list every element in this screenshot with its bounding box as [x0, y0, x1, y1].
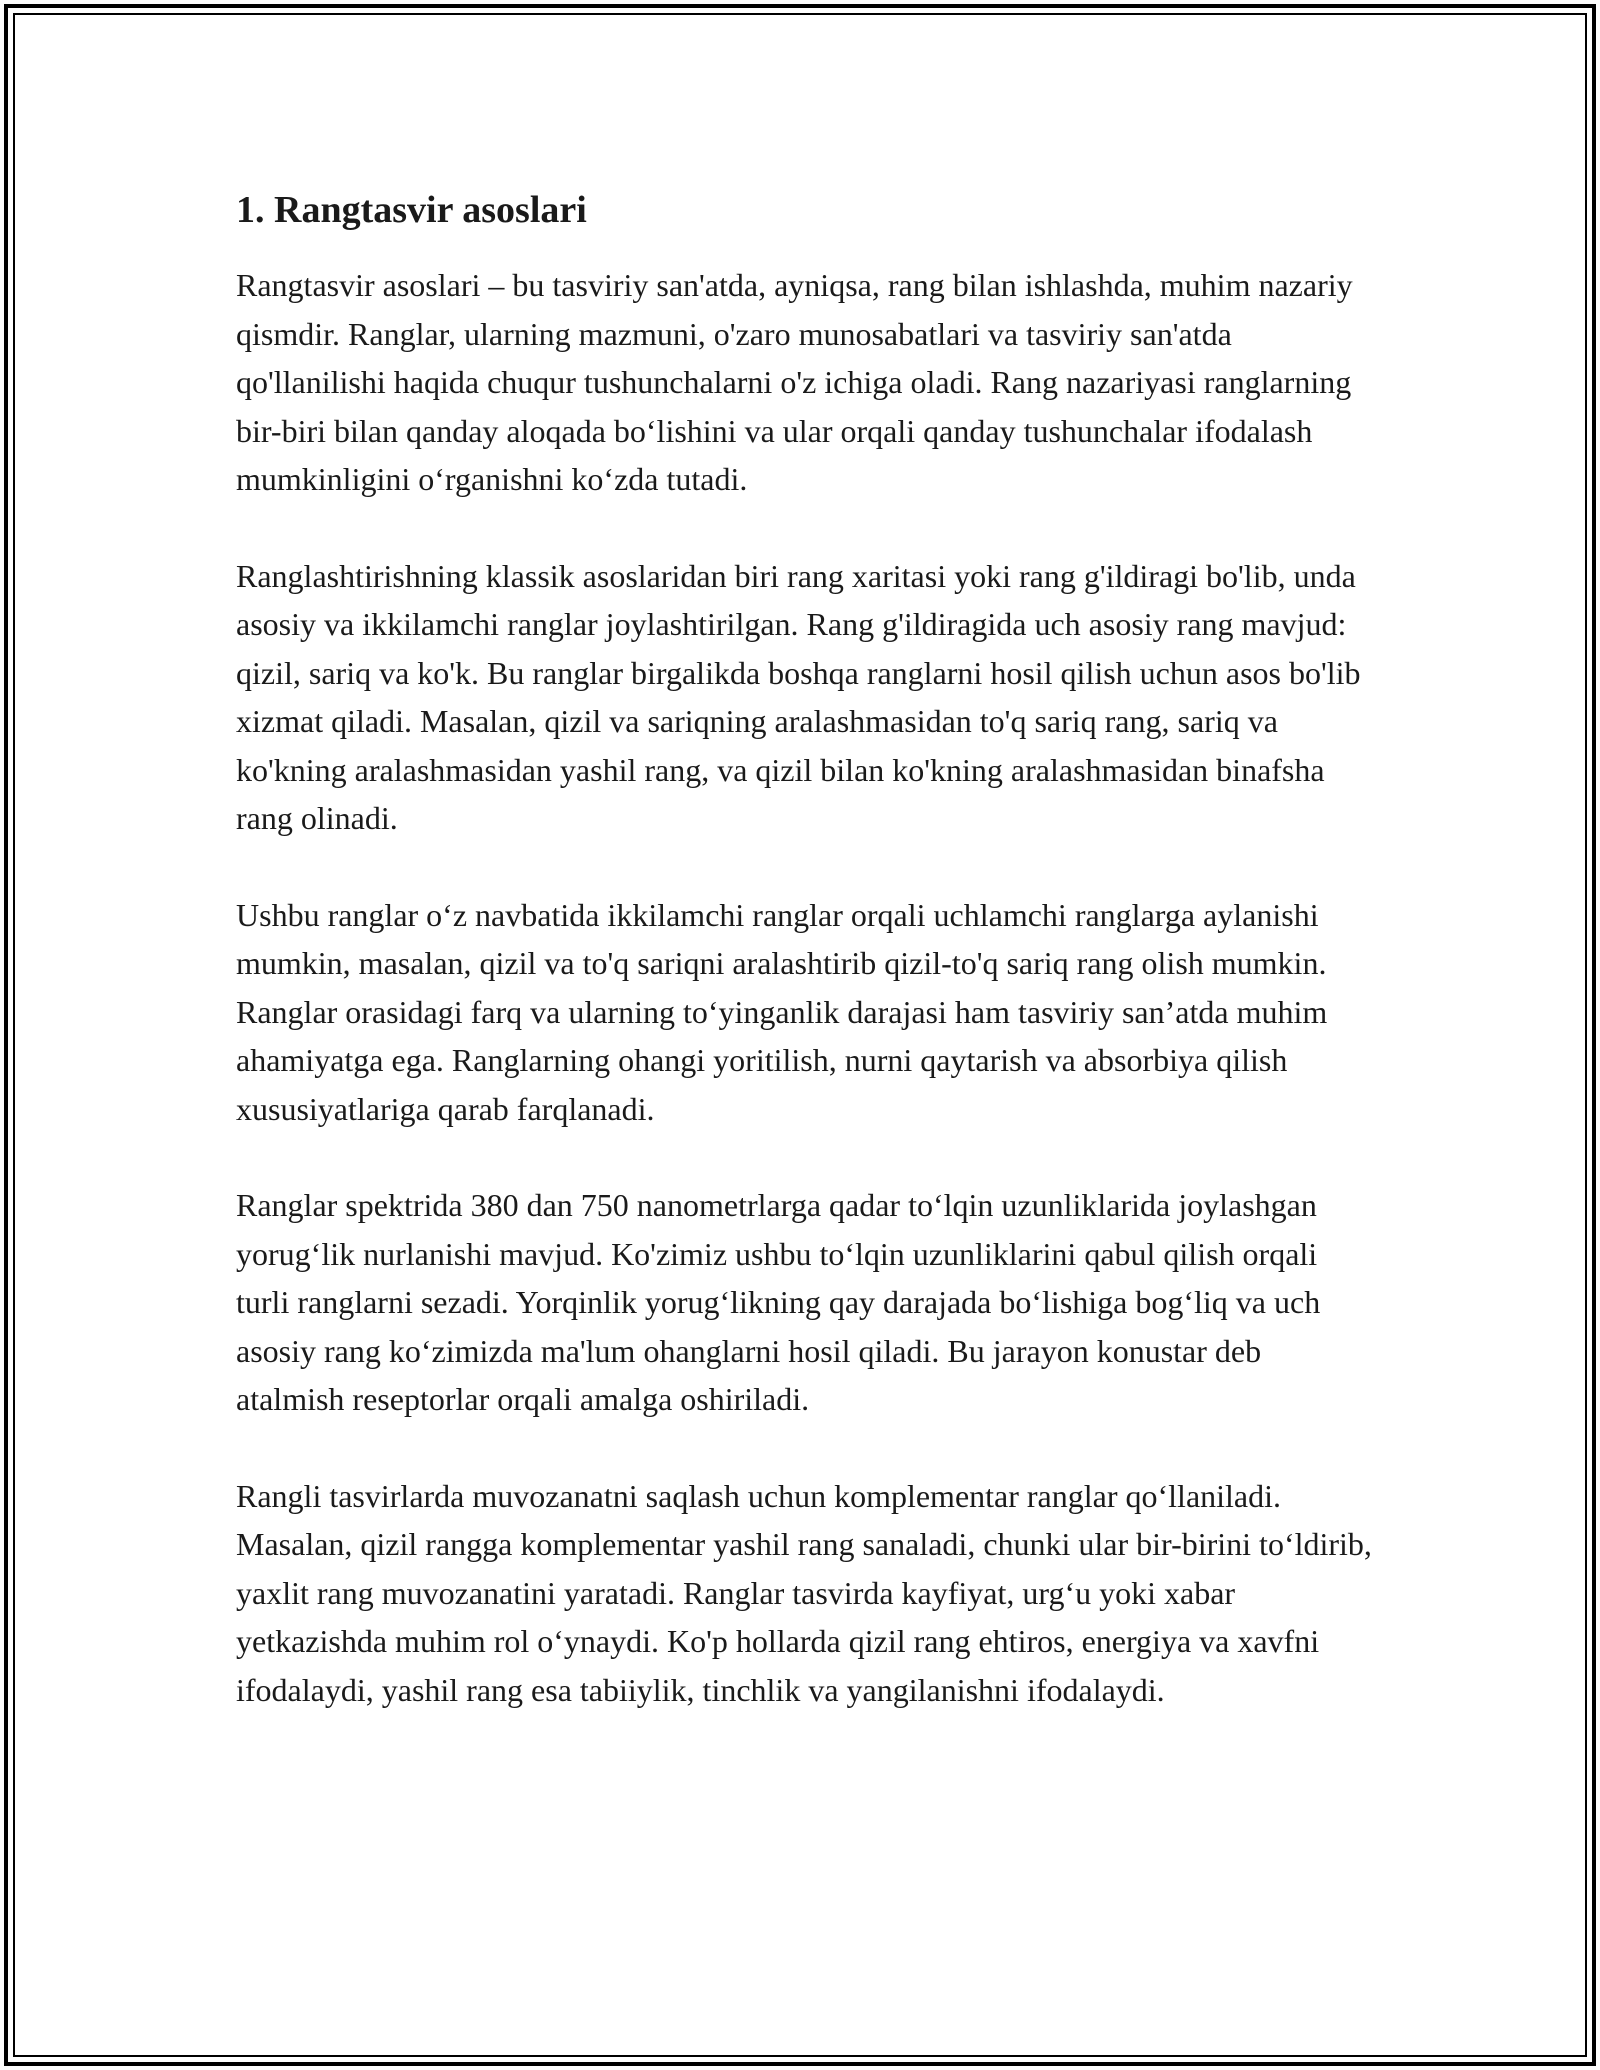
paragraph-5: Rangli tasvirlarda muvozanatni saqlash uchun komplementar ranglar qo‘llaniladi. Masalan, qizil rangga komplementar yashil rang sanaladi, chunki ular bir-birini to‘ldirib, yaxlit rang muvozanatini yaratadi. Ranglar tasvirda kayfiyat, urg‘u yoki xabar yetkazishda muhim rol o‘ynaydi. Ko'p hollarda qizil rang ehtiros, energiya va xavfni ifodalaydi, yashil rang esa tabiiylik, tinchlik va yangilanishni ifodalaydi. — [236, 1477, 1372, 1708]
paragraph-2: Ranglashtirishning klassik asoslaridan biri rang xaritasi yoki rang g'ildiragi bo'lib, unda asosiy va ikkilamchi ranglar joylashtirilgan. Rang g'ildiragida uch asosiy rang mavjud: qizil, sariq va ko'k. Bu ranglar birgalikda boshqa ranglarni hosil qilish uchun asos bo'lib xizmat qiladi. Masalan, qizil va sariqning aralashmasidan to'q sariq rang, sariq va ko'kning aralashmasidan yashil rang, va qizil bilan ko'kning aralashmasidan binafsha rang olinadi. — [236, 557, 1361, 837]
paragraph-4: Ranglar spektrida 380 dan 750 nanometrlarga qadar to‘lqin uzunliklarida joylashgan yorug‘lik nurlanishi mavjud. Ko'zimiz ushbu to‘lqin uzunliklarini qabul qilish orqali turli ranglarni sezadi. Yorqinlik yorug‘likning qay darajada bo‘lishiga bog‘liq va uch asosiy rang ko‘zimizda ma'lum ohanglarni hosil qiladi. Bu jarayon konustar deb atalmish reseptorlar orqali amalga oshiriladi. — [236, 1187, 1321, 1418]
paragraph-1: Rangtasvir asoslari – bu tasviriy san'atda, ayniqsa, rang bilan ishlashda, muhim nazariy qismdir. Ranglar, ularning mazmuni, o'zaro munosabatlari va tasviriy san'atda qo'llanilishi haqida chuqur tushunchalarni o'z ichiga oladi. Rang nazariyasi ranglarning bir-biri bilan qanday aloqada bo‘lishini va ular orqali qanday tushunchalar ifodalash mumkinligini o‘rganishni ko‘zda tutadi. — [236, 267, 1353, 498]
section-title: 1. Rangtasvir asoslari — [236, 189, 587, 231]
document-body — [236, 186, 1376, 1762]
paragraph-3: Ushbu ranglar o‘z navbatida ikkilamchi ranglar orqali uchlamchi ranglarga aylanishi mumkin, masalan, qizil va to'q sariqni aralashtirib qizil-to'q sariq rang olish mumkin. Ranglar orasidagi farq va ularning to‘yinganlik darajasi ham tasviriy san’atda muhim ahamiyatga ega. Ranglarning ohangi yoritilish, nurni qaytarish va absorbiya qilish xususiyatlariga qarab farqlanadi. — [236, 896, 1328, 1127]
